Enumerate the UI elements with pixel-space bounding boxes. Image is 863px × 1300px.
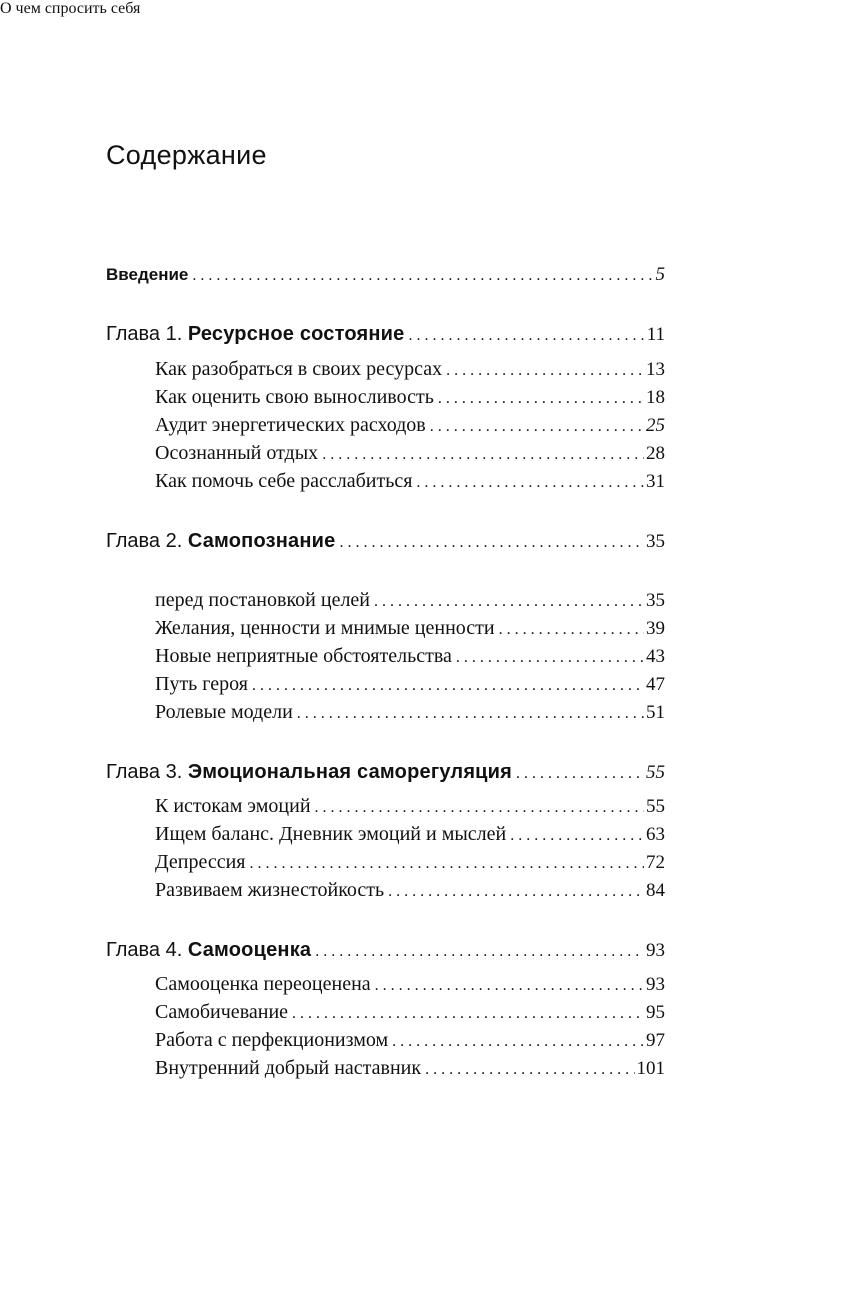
toc-section[interactable]	[155, 358, 665, 381]
chapter-heading	[106, 761, 512, 784]
toc-section[interactable]	[155, 795, 665, 818]
toc-section[interactable]	[155, 645, 665, 668]
dot-leader	[375, 977, 644, 995]
dot-leader	[499, 621, 644, 639]
chapter-page: 55	[646, 762, 665, 783]
dot-leader	[315, 799, 644, 817]
section-label: Как разобраться в своих ресурсах	[155, 358, 443, 380]
section-page: 28	[646, 443, 665, 464]
section-page: 51	[646, 702, 665, 723]
toc-section[interactable]	[155, 470, 665, 493]
toc-entry-label: Введение	[106, 265, 189, 284]
section-page: 47	[646, 674, 665, 695]
dot-leader	[456, 649, 644, 667]
section-label: Новые неприятные обстоятельства	[155, 645, 452, 667]
section-label: Работа с перфекционизмом	[155, 1029, 389, 1051]
toc-chapter-2[interactable]	[106, 530, 665, 553]
dot-leader	[510, 827, 644, 845]
toc-section[interactable]	[155, 1029, 665, 1052]
dot-leader	[339, 534, 644, 552]
section-label: Развиваем жизнестойкость	[155, 879, 385, 901]
toc-section[interactable]	[155, 617, 665, 640]
section-page: 39	[646, 618, 665, 639]
section-page: 95	[646, 1002, 665, 1023]
chapter-page: 35	[646, 531, 665, 552]
section-label: Осознанный отдых	[155, 442, 319, 464]
toc-section[interactable]	[155, 701, 665, 724]
dot-leader	[322, 446, 644, 464]
dot-leader	[416, 474, 644, 492]
toc-section[interactable]	[155, 1001, 665, 1024]
toc-section[interactable]	[155, 851, 665, 874]
dot-leader	[292, 1005, 644, 1023]
toc-section[interactable]	[155, 973, 665, 996]
section-page: 72	[646, 852, 665, 873]
toc-entry-page: 5	[655, 264, 665, 285]
section-label: Внутренний добрый наставник	[155, 1057, 422, 1079]
chapter-name: Эмоциональная саморегуляция	[187, 761, 513, 783]
chapter-name: Самопознание	[187, 530, 336, 552]
section-page: 101	[636, 1058, 665, 1079]
dot-leader	[516, 765, 644, 783]
dot-leader	[250, 855, 645, 873]
dot-leader	[425, 1061, 634, 1079]
chapter-heading	[106, 323, 404, 346]
chapter-name: Самооценка	[187, 939, 312, 961]
toc-section[interactable]	[155, 1057, 665, 1080]
section-page: 18	[646, 387, 665, 408]
chapter-prefix: Глава 3.	[106, 761, 183, 783]
dot-leader	[374, 593, 644, 611]
toc-section[interactable]	[155, 823, 665, 846]
section-label: Ищем баланс. Дневник эмоций и мыслей	[155, 823, 507, 845]
section-page: 13	[646, 359, 665, 380]
toc-section[interactable]	[155, 386, 665, 409]
chapter-name: Ресурсное состояние	[187, 323, 405, 345]
section-label: перед постановкой целей	[155, 589, 370, 611]
dot-leader	[388, 883, 644, 901]
section-label: Самобичевание	[155, 1001, 289, 1023]
section-page: 93	[646, 974, 665, 995]
section-page: 35	[646, 590, 665, 611]
toc-section[interactable]	[155, 673, 665, 696]
section-label: К истокам эмоций	[155, 795, 311, 817]
toc-chapter-3[interactable]	[106, 761, 665, 784]
toc-section[interactable]	[155, 414, 665, 437]
section-label: Как помочь себе расслабиться	[155, 470, 413, 492]
chapter-heading	[106, 530, 335, 553]
dot-leader	[297, 705, 644, 723]
toc-section[interactable]	[155, 589, 665, 612]
section-page: 31	[646, 471, 665, 492]
section-page: 63	[646, 824, 665, 845]
dot-leader	[430, 418, 644, 436]
chapter-heading	[106, 939, 311, 962]
chapter-page: 93	[646, 940, 665, 961]
toc-entry-intro[interactable]	[106, 264, 665, 286]
dot-leader	[408, 327, 644, 345]
section-page: 97	[646, 1030, 665, 1051]
dot-leader	[446, 362, 644, 380]
page-title: Содержание	[106, 140, 267, 170]
toc-chapter-4[interactable]	[106, 939, 665, 962]
section-label: Самооценка переоценена	[155, 973, 371, 995]
toc-chapter-1[interactable]	[106, 323, 665, 346]
section-page: 25	[646, 415, 665, 436]
section-label: Ролевые модели	[155, 701, 293, 723]
section-label: Депрессия	[155, 851, 246, 873]
dot-leader	[438, 390, 644, 408]
chapter-prefix: Глава 2.	[106, 530, 183, 552]
chapter-page: 11	[646, 324, 665, 345]
dot-leader	[392, 1033, 644, 1051]
section-label: Аудит энергетических расходов	[155, 414, 426, 436]
section-label-line1: О чем спросить себя	[0, 0, 141, 17]
toc-section[interactable]	[155, 879, 665, 902]
dot-leader	[192, 267, 653, 285]
section-label: Путь героя	[155, 673, 248, 695]
dot-leader	[252, 677, 644, 695]
section-label: Желания, ценности и мнимые ценности	[155, 617, 495, 639]
chapter-prefix: Глава 4.	[106, 939, 183, 961]
toc-section[interactable]	[155, 442, 665, 465]
dot-leader	[315, 943, 644, 961]
section-label: Как оценить свою выносливость	[155, 386, 434, 408]
chapter-prefix: Глава 1.	[106, 323, 183, 345]
section-page: 43	[646, 646, 665, 667]
section-page: 84	[646, 880, 665, 901]
section-page: 55	[646, 796, 665, 817]
